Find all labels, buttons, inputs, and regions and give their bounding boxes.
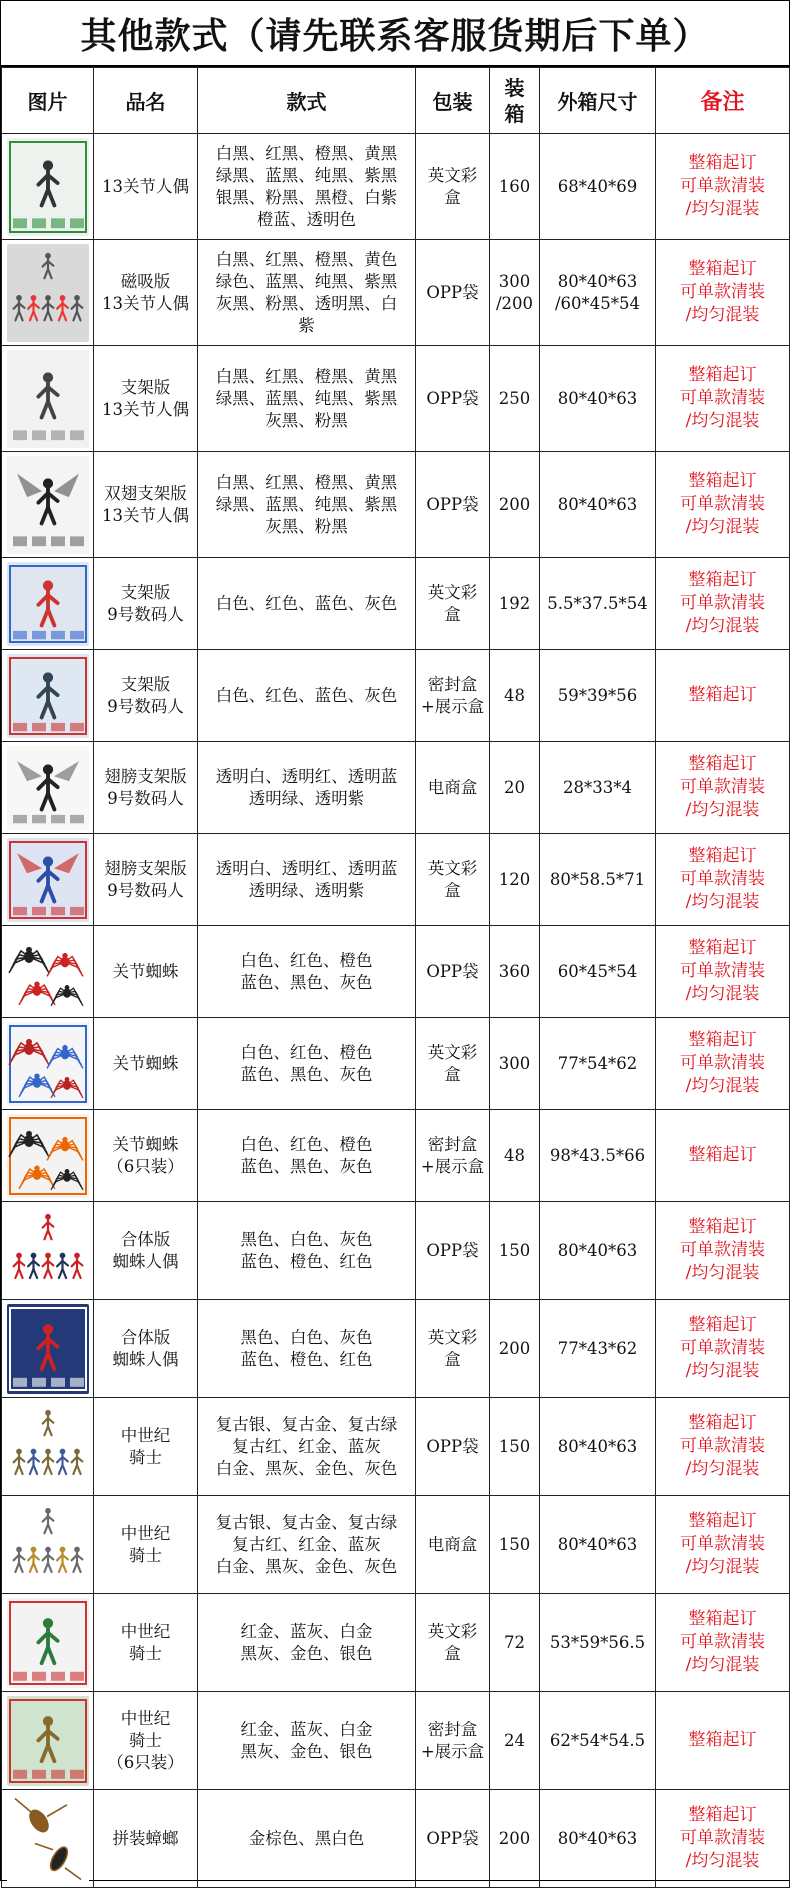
table-row bbox=[2, 1594, 790, 1692]
product-remarks: 整箱起订 可单款清装 /均匀混装 bbox=[656, 1018, 790, 1110]
header-remarks: 备注 bbox=[656, 68, 790, 134]
table-row bbox=[2, 1110, 790, 1202]
product-box-qty: 200 bbox=[490, 452, 540, 558]
product-image-cell bbox=[2, 1018, 94, 1110]
product-box-qty: 48 bbox=[490, 1110, 540, 1202]
product-package: 英文彩 盒 bbox=[416, 834, 490, 926]
product-carton-size: 80*58.5*71 bbox=[540, 834, 656, 926]
product-style: 白黑、红黑、橙黑、黄黑 绿黑、蓝黑、纯黑、紫黑 灰黑、粉黑 bbox=[198, 452, 416, 558]
product-remarks: 整箱起订 可单款清装 /均匀混装 bbox=[656, 346, 790, 452]
magnetic-figure-icon bbox=[7, 244, 89, 342]
table-row bbox=[2, 650, 790, 742]
product-image-cell bbox=[2, 1790, 94, 1888]
product-name: 支架版 9号数码人 bbox=[94, 650, 198, 742]
header-box-qty bbox=[490, 68, 540, 134]
table-row bbox=[2, 134, 790, 240]
product-package: OPP袋 bbox=[416, 1790, 490, 1888]
product-carton-size: 28*33*4 bbox=[540, 742, 656, 834]
table-row bbox=[2, 1496, 790, 1594]
product-package: OPP袋 bbox=[416, 926, 490, 1018]
product-name: 合体版 蜘蛛人偶 bbox=[94, 1202, 198, 1300]
product-package: OPP袋 bbox=[416, 1398, 490, 1496]
header-package: 包装 bbox=[416, 68, 490, 134]
product-remarks: 整箱起订 可单款清装 /均匀混装 bbox=[656, 742, 790, 834]
table-row bbox=[2, 240, 790, 346]
product-style: 红金、蓝灰、白金 黑灰、金色、银色 bbox=[198, 1594, 416, 1692]
product-style: 黑色、白色、灰色 蓝色、橙色、红色 bbox=[198, 1300, 416, 1398]
knight-icon-2 bbox=[7, 1500, 89, 1590]
spider-display-icon bbox=[7, 1114, 89, 1198]
product-style: 白黑、红黑、橙黑、黄黑 绿黑、蓝黑、纯黑、紫黑 银黑、粉黑、黑橙、白紫 橙蓝、透明色 bbox=[198, 134, 416, 240]
product-carton-size: 80*40*63 bbox=[540, 1202, 656, 1300]
product-image-cell bbox=[2, 1594, 94, 1692]
spider-man-box-icon bbox=[7, 1304, 89, 1394]
product-remarks: 整箱起订 可单款清装 /均匀混装 bbox=[656, 558, 790, 650]
product-box-qty: 150 bbox=[490, 1398, 540, 1496]
product-carton-size: 80*40*63 /60*45*54 bbox=[540, 240, 656, 346]
product-image-cell bbox=[2, 452, 94, 558]
product-package: OPP袋 bbox=[416, 1202, 490, 1300]
product-image-cell bbox=[2, 346, 94, 452]
product-box-qty: 200 bbox=[490, 1790, 540, 1888]
table-row bbox=[2, 926, 790, 1018]
product-style: 复古银、复古金、复古绿 复古红、红金、蓝灰 白金、黑灰、金色、灰色 bbox=[198, 1398, 416, 1496]
product-remarks: 整箱起订 bbox=[656, 1692, 790, 1790]
product-box-qty: 192 bbox=[490, 558, 540, 650]
product-carton-size: 80*40*63 bbox=[540, 346, 656, 452]
product-image-cell bbox=[2, 650, 94, 742]
product-box-qty: 200 bbox=[490, 1300, 540, 1398]
product-carton-size: 77*43*62 bbox=[540, 1300, 656, 1398]
cockroach-icon bbox=[7, 1794, 89, 1884]
table-row bbox=[2, 834, 790, 926]
display-box-icon bbox=[7, 654, 89, 738]
product-name: 13关节人偶 bbox=[94, 134, 198, 240]
product-style: 白色、红色、橙色 蓝色、黑色、灰色 bbox=[198, 1018, 416, 1110]
product-remarks: 整箱起订 可单款清装 /均匀混装 bbox=[656, 1496, 790, 1594]
product-name: 中世纪 骑士 bbox=[94, 1594, 198, 1692]
product-image-cell bbox=[2, 1496, 94, 1594]
product-box-qty: 150 bbox=[490, 1202, 540, 1300]
product-remarks: 整箱起订 可单款清装 /均匀混装 bbox=[656, 134, 790, 240]
winged-robot-icon bbox=[7, 746, 89, 830]
table-row bbox=[2, 1398, 790, 1496]
product-style: 白色、红色、蓝色、灰色 bbox=[198, 558, 416, 650]
product-box-qty: 150 bbox=[490, 1496, 540, 1594]
product-package: 密封盒 +展示盒 bbox=[416, 650, 490, 742]
product-box-qty: 160 bbox=[490, 134, 540, 240]
product-box-qty: 360 bbox=[490, 926, 540, 1018]
product-name: 中世纪 骑士 （6只装） bbox=[94, 1692, 198, 1790]
product-package: 密封盒 +展示盒 bbox=[416, 1110, 490, 1202]
product-name: 中世纪 骑士 bbox=[94, 1398, 198, 1496]
product-image-cell bbox=[2, 134, 94, 240]
product-box-qty: 24 bbox=[490, 1692, 540, 1790]
product-style: 白黑、红黑、橙黑、黄黑 绿黑、蓝黑、纯黑、紫黑 灰黑、粉黑 bbox=[198, 346, 416, 452]
product-package: 英文彩 盒 bbox=[416, 1594, 490, 1692]
product-carton-size: 80*40*63 bbox=[540, 1790, 656, 1888]
product-image-cell bbox=[2, 558, 94, 650]
product-carton-size: 80*40*63 bbox=[540, 452, 656, 558]
product-style: 白色、红色、蓝色、灰色 bbox=[198, 650, 416, 742]
product-style: 黑色、白色、灰色 蓝色、橙色、红色 bbox=[198, 1202, 416, 1300]
product-style: 透明白、透明红、透明蓝 透明绿、透明紫 bbox=[198, 834, 416, 926]
product-box-qty: 72 bbox=[490, 1594, 540, 1692]
product-package: 密封盒 +展示盒 bbox=[416, 1692, 490, 1790]
product-remarks: 整箱起订 可单款清装 /均匀混装 bbox=[656, 834, 790, 926]
product-remarks: 整箱起订 bbox=[656, 650, 790, 742]
product-carton-size: 68*40*69 bbox=[540, 134, 656, 240]
product-box-qty: 120 bbox=[490, 834, 540, 926]
product-style: 透明白、透明红、透明蓝 透明绿、透明紫 bbox=[198, 742, 416, 834]
table-row bbox=[2, 1202, 790, 1300]
product-remarks: 整箱起订 可单款清装 /均匀混装 bbox=[656, 1202, 790, 1300]
product-image-cell bbox=[2, 1300, 94, 1398]
winged-robot-box-icon bbox=[7, 838, 89, 922]
product-carton-size: 59*39*56 bbox=[540, 650, 656, 742]
product-carton-size: 77*54*62 bbox=[540, 1018, 656, 1110]
product-style: 红金、蓝灰、白金 黑灰、金色、银色 bbox=[198, 1692, 416, 1790]
winged-figure-icon bbox=[7, 456, 89, 554]
product-box-qty: 48 bbox=[490, 650, 540, 742]
product-remarks: 整箱起订 bbox=[656, 1110, 790, 1202]
product-remarks: 整箱起订 可单款清装 /均匀混装 bbox=[656, 1398, 790, 1496]
table-row bbox=[2, 742, 790, 834]
table-row bbox=[2, 452, 790, 558]
header-box-qty-label: 装箱 bbox=[504, 75, 525, 126]
product-package: 英文彩 盒 bbox=[416, 1300, 490, 1398]
product-name: 磁吸版 13关节人偶 bbox=[94, 240, 198, 346]
product-remarks: 整箱起订 可单款清装 /均匀混装 bbox=[656, 1790, 790, 1888]
page-title: 其他款式（请先联系客服货期后下单） bbox=[1, 1, 789, 67]
knight-icon bbox=[7, 1402, 89, 1492]
product-style: 白黑、红黑、橙黑、黄色 绿色、蓝黑、纯黑、紫黑 灰黑、粉黑、透明黑、白 紫 bbox=[198, 240, 416, 346]
knight-display-icon bbox=[7, 1696, 89, 1786]
product-image-cell bbox=[2, 1202, 94, 1300]
table-row bbox=[2, 1692, 790, 1790]
product-name: 中世纪 骑士 bbox=[94, 1496, 198, 1594]
product-image-cell bbox=[2, 1692, 94, 1790]
header-name: 品名 bbox=[94, 68, 198, 134]
boxed-figure-icon bbox=[7, 138, 89, 236]
robot-figure-icon bbox=[7, 562, 89, 646]
header-style: 款式 bbox=[198, 68, 416, 134]
product-carton-size: 53*59*56.5 bbox=[540, 1594, 656, 1692]
knight-box-icon bbox=[7, 1598, 89, 1688]
product-package: OPP袋 bbox=[416, 346, 490, 452]
product-carton-size: 80*40*63 bbox=[540, 1496, 656, 1594]
product-style: 白色、红色、橙色 蓝色、黑色、灰色 bbox=[198, 1110, 416, 1202]
product-package: OPP袋 bbox=[416, 240, 490, 346]
table-row bbox=[2, 1018, 790, 1110]
product-name: 关节蜘蛛 （6只装） bbox=[94, 1110, 198, 1202]
product-name: 支架版 9号数码人 bbox=[94, 558, 198, 650]
product-name: 双翅支架版 13关节人偶 bbox=[94, 452, 198, 558]
product-image-cell bbox=[2, 926, 94, 1018]
product-image-cell bbox=[2, 1110, 94, 1202]
product-box-qty: 250 bbox=[490, 346, 540, 452]
product-name: 翅膀支架版 9号数码人 bbox=[94, 834, 198, 926]
table-row bbox=[2, 346, 790, 452]
product-package: 英文彩 盒 bbox=[416, 1018, 490, 1110]
product-remarks: 整箱起订 可单款清装 /均匀混装 bbox=[656, 1300, 790, 1398]
spider-icon bbox=[7, 930, 89, 1014]
product-carton-size: 60*45*54 bbox=[540, 926, 656, 1018]
product-remarks: 整箱起订 可单款清装 /均匀混装 bbox=[656, 1594, 790, 1692]
header-image: 图片 bbox=[2, 68, 94, 134]
product-carton-size: 80*40*63 bbox=[540, 1398, 656, 1496]
stand-figure-icon bbox=[7, 350, 89, 448]
product-carton-size: 98*43.5*66 bbox=[540, 1110, 656, 1202]
product-box-qty: 20 bbox=[490, 742, 540, 834]
product-image-cell bbox=[2, 1398, 94, 1496]
product-box-qty: 300 bbox=[490, 1018, 540, 1110]
product-package: OPP袋 bbox=[416, 452, 490, 558]
header-row bbox=[2, 68, 790, 134]
product-image-cell bbox=[2, 834, 94, 926]
product-remarks: 整箱起订 可单款清装 /均匀混装 bbox=[656, 240, 790, 346]
product-package: 电商盒 bbox=[416, 742, 490, 834]
product-name: 关节蜘蛛 bbox=[94, 926, 198, 1018]
product-name: 关节蜘蛛 bbox=[94, 1018, 198, 1110]
product-name: 支架版 13关节人偶 bbox=[94, 346, 198, 452]
product-carton-size: 5.5*37.5*54 bbox=[540, 558, 656, 650]
product-remarks: 整箱起订 可单款清装 /均匀混装 bbox=[656, 452, 790, 558]
spider-box-icon bbox=[7, 1022, 89, 1106]
product-box-qty: 300 /200 bbox=[490, 240, 540, 346]
product-style: 金棕色、黑白色 bbox=[198, 1790, 416, 1888]
table-row bbox=[2, 1300, 790, 1398]
product-package: 英文彩 盒 bbox=[416, 558, 490, 650]
product-name: 合体版 蜘蛛人偶 bbox=[94, 1300, 198, 1398]
product-image-cell bbox=[2, 240, 94, 346]
product-style: 白色、红色、橙色 蓝色、黑色、灰色 bbox=[198, 926, 416, 1018]
product-image-cell bbox=[2, 742, 94, 834]
product-package: 英文彩 盒 bbox=[416, 134, 490, 240]
spider-man-icon bbox=[7, 1206, 89, 1296]
product-carton-size: 62*54*54.5 bbox=[540, 1692, 656, 1790]
product-table bbox=[1, 67, 790, 1888]
header-carton-size: 外箱尺寸 bbox=[540, 68, 656, 134]
table-row bbox=[2, 1790, 790, 1888]
product-style: 复古银、复古金、复古绿 复古红、红金、蓝灰 白金、黑灰、金色、灰色 bbox=[198, 1496, 416, 1594]
product-remarks: 整箱起订 可单款清装 /均匀混装 bbox=[656, 926, 790, 1018]
product-name: 拼装蟑螂 bbox=[94, 1790, 198, 1888]
product-name: 翅膀支架版 9号数码人 bbox=[94, 742, 198, 834]
table-row bbox=[2, 558, 790, 650]
product-package: 电商盒 bbox=[416, 1496, 490, 1594]
